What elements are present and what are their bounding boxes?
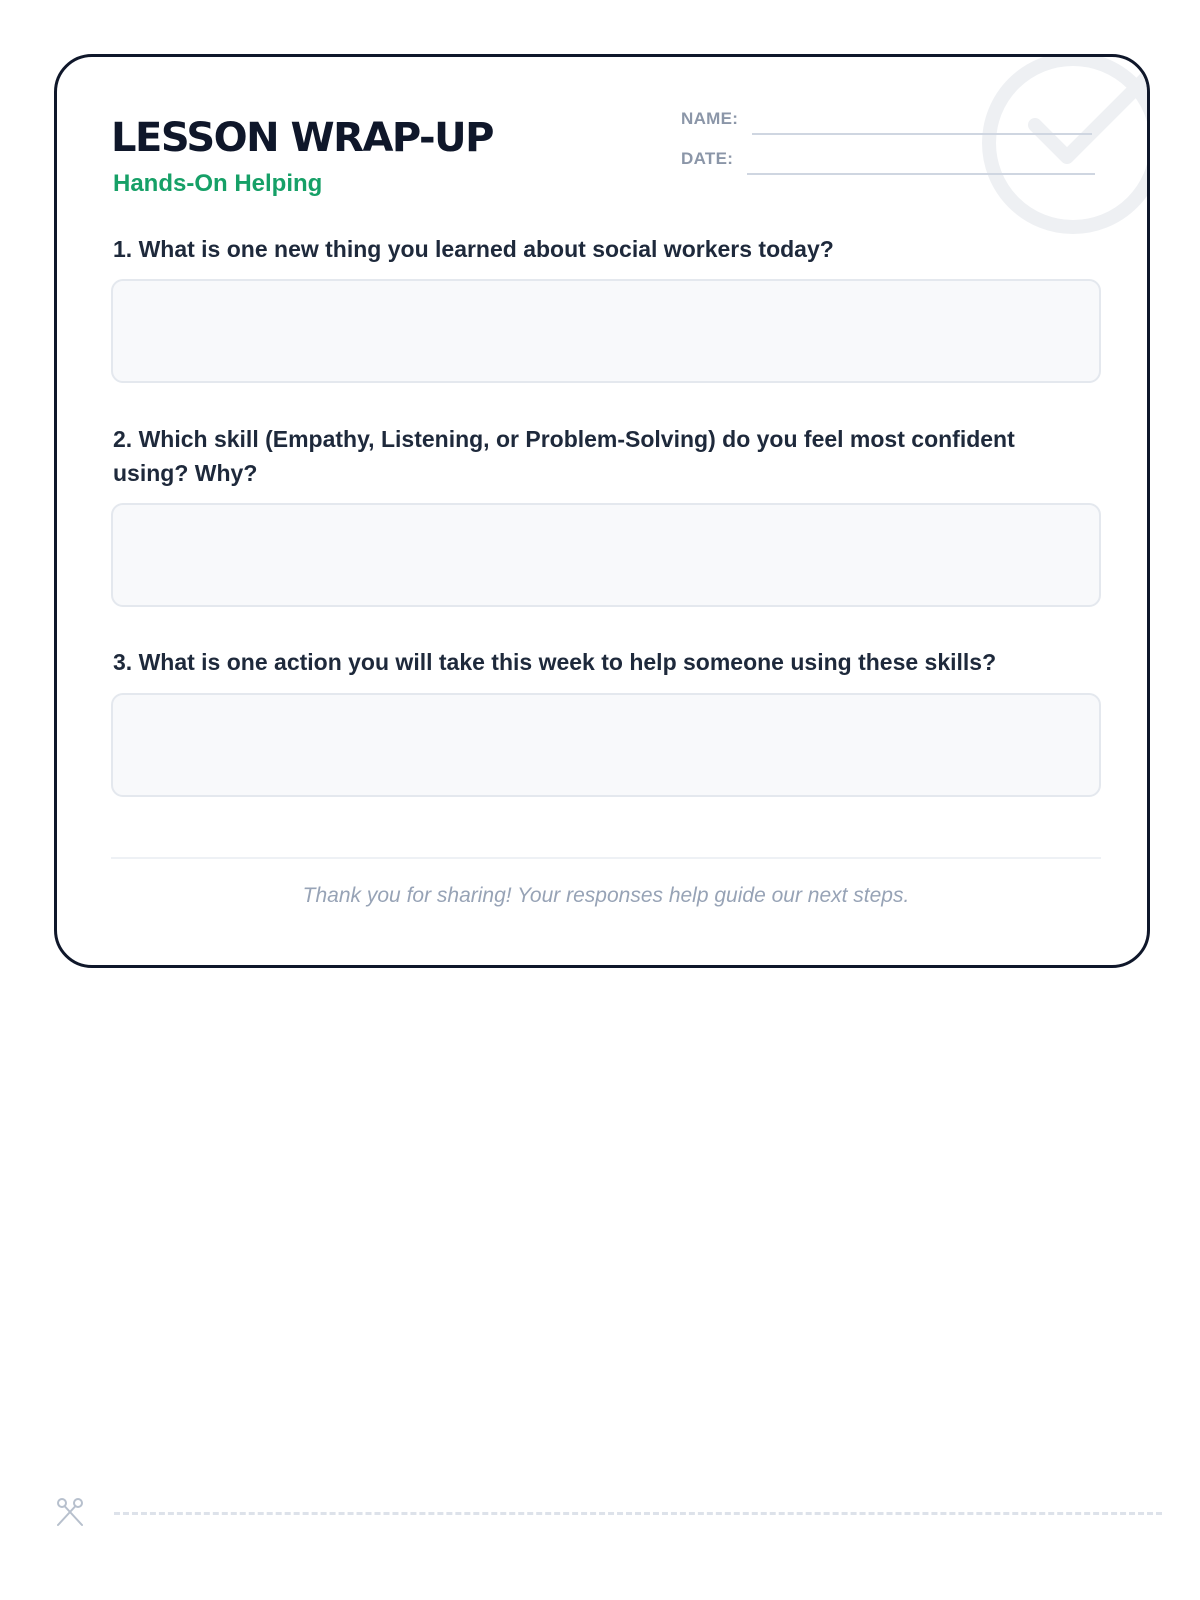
- date-field: [681, 147, 1095, 175]
- question-3: 3. What is one action you will take this week to help someone using these skills?: [113, 649, 997, 675]
- answer-box-2[interactable]: [111, 503, 1101, 607]
- answer-box-3[interactable]: [111, 693, 1101, 797]
- scissors-icon: [54, 1496, 86, 1528]
- exit-ticket-card: [54, 54, 1150, 968]
- question-1: 1. What is one new thing you learned about social workers today?: [113, 236, 834, 262]
- page-title: LESSON WRAP-UP: [111, 115, 493, 161]
- date-label: DATE:: [681, 149, 734, 168]
- name-line[interactable]: [752, 133, 1092, 135]
- divider: [111, 857, 1101, 859]
- cut-line: [54, 1496, 1162, 1528]
- page-subtitle: Hands-On Helping: [113, 170, 323, 197]
- name-field: [681, 107, 1092, 135]
- question-2: 2. Which skill (Empathy, Listening, or Problem-Solving) do you feel most confident using? Why?: [113, 426, 1015, 486]
- footer-note: Thank you for sharing! Your responses help guide our next steps.: [302, 884, 910, 907]
- name-label: NAME:: [681, 109, 739, 128]
- answer-box-1[interactable]: [111, 279, 1101, 383]
- date-line[interactable]: [747, 173, 1095, 175]
- dashed-cut-line: [114, 1512, 1162, 1515]
